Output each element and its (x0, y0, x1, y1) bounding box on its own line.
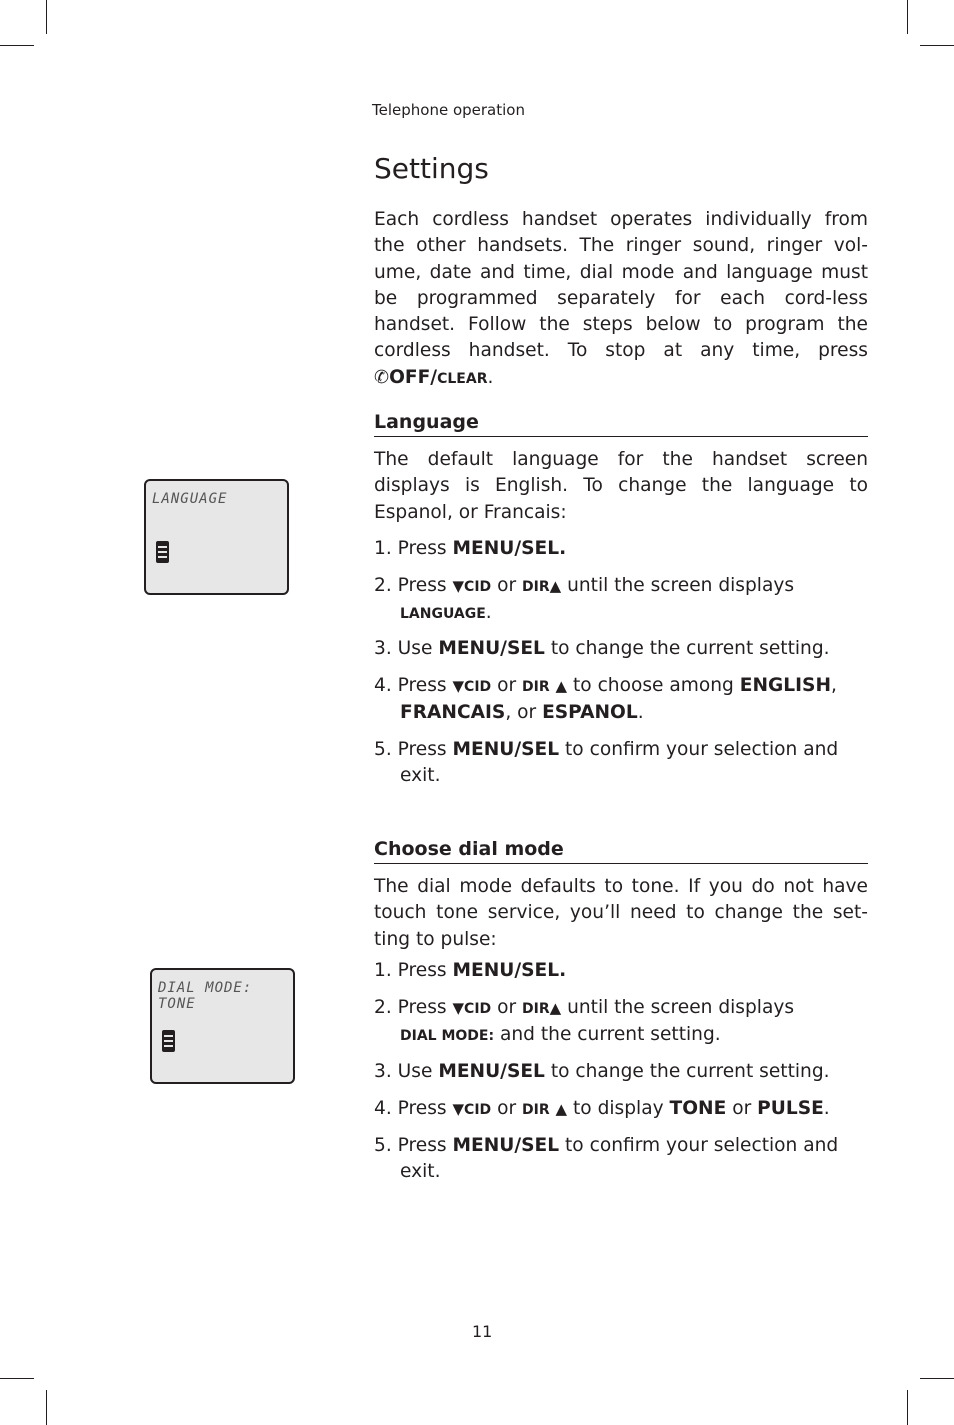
step-text: to change the current setting. (544, 638, 830, 659)
lcd-screen-dial-mode (150, 968, 295, 1084)
step-text: 1. Press (374, 538, 453, 559)
crop-mark (0, 45, 34, 46)
step-text: to change the current setting. (544, 1061, 830, 1082)
down-triangle-icon: ▼ (452, 1100, 465, 1118)
key-menu-sel: MENU/SEL (452, 1135, 560, 1156)
step-text: to choose among (567, 675, 740, 696)
intro-paragraph (374, 207, 868, 392)
step-text: 3. Use (374, 1061, 439, 1082)
key-menu-sel: MENU/SEL. (452, 960, 567, 981)
step-text: 1. Press (374, 960, 453, 981)
language-step-1 (374, 536, 868, 562)
crop-mark (920, 1378, 954, 1379)
step-text: to confirm your selection and (559, 1135, 839, 1156)
battery-icon (162, 1030, 175, 1052)
step-text: exit. (400, 1161, 441, 1183)
lcd-text: DIAL MODE: TONE (158, 980, 253, 1012)
option-tone: TONE (669, 1098, 727, 1119)
crop-mark (920, 45, 954, 46)
language-step-4 (374, 673, 868, 727)
step-text: 4. Press (374, 1098, 453, 1119)
key-menu-sel: MENU/SEL (438, 1061, 545, 1082)
step-text: exit. (400, 765, 441, 787)
step-text: 2. Press (374, 997, 453, 1018)
key-menu-sel: MENU/SEL (438, 638, 545, 659)
up-triangle-icon: ▲ (555, 1100, 568, 1118)
step-text: until the screen displays (561, 997, 795, 1018)
key-cid: CID (464, 1102, 492, 1118)
dial-step-1 (374, 958, 868, 984)
crop-mark (0, 1378, 34, 1379)
lcd-screen-language (144, 479, 289, 595)
language-step-3 (374, 636, 868, 662)
screen-text: DIAL MODE: (400, 1028, 495, 1045)
language-description: The default language for the handset screen displays is English. To change the language to Espanol, or Francais: (374, 449, 868, 523)
down-triangle-icon: ▼ (452, 677, 465, 695)
section-heading-language: Language (374, 411, 868, 437)
section-heading-dial-mode: Choose dial mode (374, 838, 868, 864)
key-cid: CID (464, 1001, 492, 1017)
step-text: 5. Press (374, 739, 453, 760)
step-text: or (491, 1098, 522, 1119)
screen-text: LANGUAGE (400, 606, 486, 623)
option-francais: FRANCAIS (400, 702, 506, 724)
step-text: , (831, 675, 837, 696)
dial-step-5 (374, 1133, 868, 1186)
step-text: 3. Use (374, 638, 439, 659)
step-text: to display (567, 1098, 670, 1119)
up-triangle-icon: ▲ (555, 677, 568, 695)
down-triangle-icon: ▼ (452, 577, 465, 595)
step-text: or (491, 675, 522, 696)
up-triangle-icon: ▲ (549, 577, 562, 595)
option-pulse: PULSE (757, 1098, 824, 1119)
option-espanol: ESPANOL (542, 702, 638, 724)
step-text: or (491, 997, 522, 1018)
crop-mark (46, 0, 47, 34)
dial-step-3 (374, 1059, 868, 1085)
key-clear: CLEAR (437, 370, 488, 387)
step-text: or (726, 1098, 758, 1119)
crop-mark (46, 1390, 47, 1425)
option-english: ENGLISH (739, 675, 832, 696)
step-text: 4. Press (374, 675, 453, 696)
dial-mode-description: The dial mode defaults to tone. If you do not have touch tone service, you’ll need to change the set-ting to pulse: (374, 876, 868, 950)
step-text: , or (505, 702, 543, 724)
step-text: 5. Press (374, 1135, 453, 1156)
down-triangle-icon: ▼ (452, 999, 465, 1017)
step-text: and the current setting. (494, 1024, 721, 1046)
battery-icon (156, 541, 169, 563)
dial-step-2 (374, 995, 868, 1050)
key-cid: CID (464, 579, 492, 595)
intro-text: Each cordless handset operates individually from the other handsets. The ringer sound, ringer vol-ume, date and time, dial mode and language must be programmed separately for each cord-less handset. Follow the steps below to program the cordless handset. To stop at any time, press (374, 209, 868, 362)
key-menu-sel: MENU/SEL. (452, 538, 567, 559)
key-dir: DIR (522, 679, 550, 695)
page-number: 11 (472, 1322, 493, 1341)
phone-off-icon: ✆ (374, 366, 390, 388)
step-text: 2. Press (374, 575, 453, 596)
key-dir: DIR (522, 1102, 550, 1118)
key-menu-sel: MENU/SEL (452, 739, 560, 760)
page-title: Settings (374, 152, 489, 185)
step-text: or (491, 575, 522, 596)
key-dir: DIR (522, 1001, 550, 1017)
intro-end: . (487, 366, 494, 388)
language-step-2 (374, 573, 868, 628)
dial-step-4 (374, 1096, 868, 1123)
key-dir: DIR (522, 579, 550, 595)
crop-mark (907, 0, 908, 34)
step-text: until the screen displays (561, 575, 795, 596)
language-step-5 (374, 737, 868, 790)
running-header: Telephone operation (372, 101, 525, 119)
lcd-text: LANGUAGE (152, 491, 228, 507)
step-text: to confirm your selection and (559, 739, 839, 760)
key-off: OFF/ (389, 366, 438, 388)
up-triangle-icon: ▲ (549, 999, 562, 1017)
crop-mark (907, 1390, 908, 1425)
step-text: . (485, 602, 492, 624)
key-cid: CID (464, 679, 492, 695)
step-text: . (637, 702, 644, 724)
step-text: . (823, 1098, 830, 1119)
